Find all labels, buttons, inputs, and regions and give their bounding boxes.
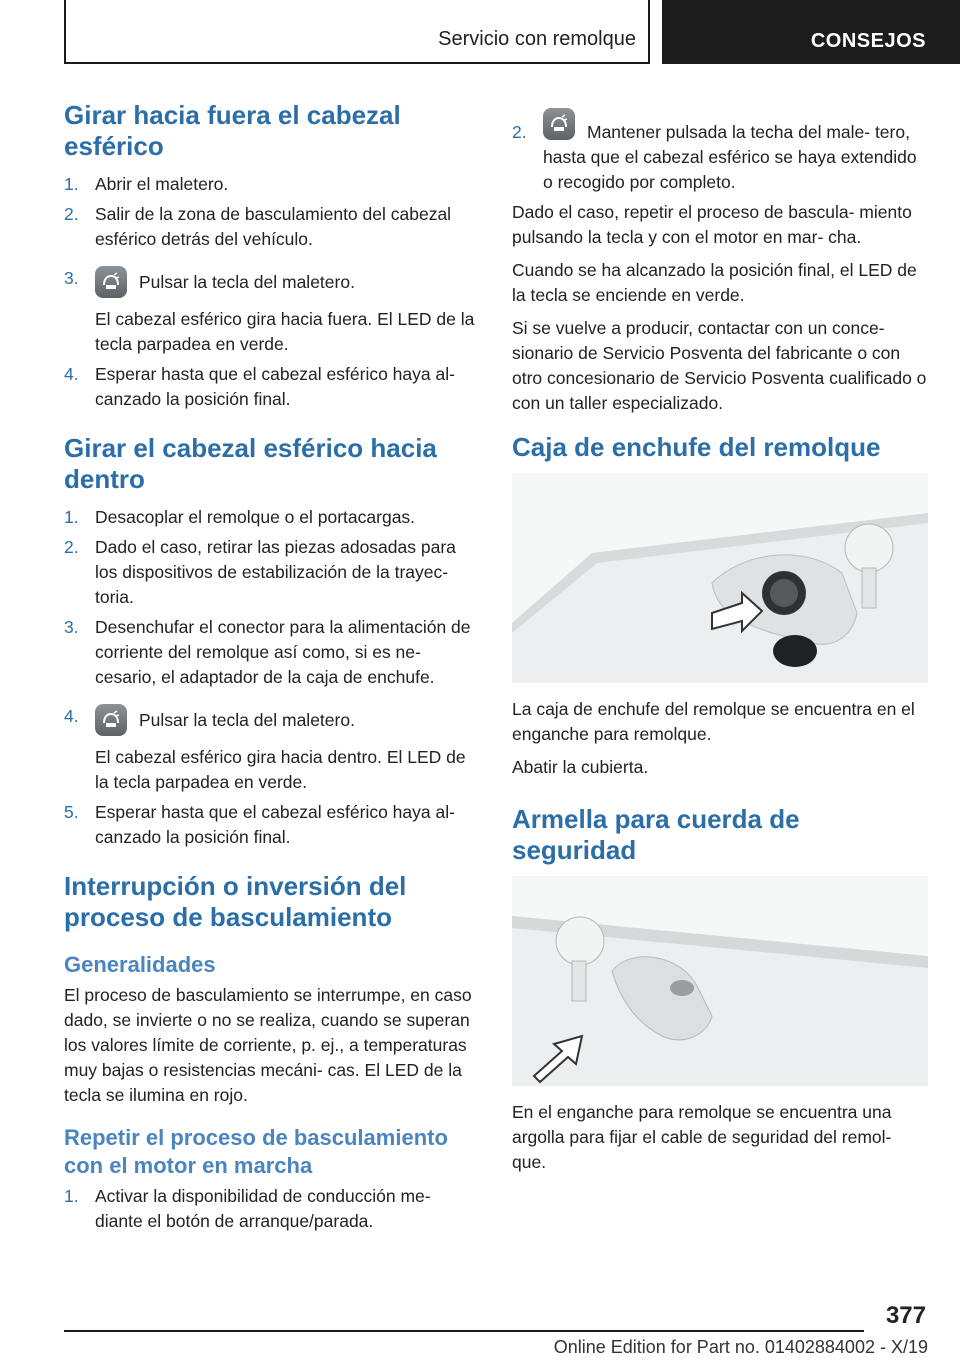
step-number: 3. bbox=[64, 268, 79, 288]
list-item bbox=[64, 704, 480, 795]
step-text: Pulsar la tecla del maletero. bbox=[139, 271, 355, 292]
page-number: 377 bbox=[885, 1302, 926, 1329]
header-chapter-tab[interactable] bbox=[662, 0, 960, 64]
left-column bbox=[64, 100, 480, 1239]
trunk-button-icon bbox=[95, 266, 127, 298]
header-chapter-label: CONSEJOS bbox=[810, 30, 926, 52]
list-item bbox=[64, 202, 480, 252]
list-item bbox=[64, 800, 480, 850]
paragraph-general: El proceso de basculamiento se interrumpe, en caso dado, se invierte o no se realiza, cuando se superan los valores límite de corriente, p. ej., a temperaturas muy bajas o resistencias mecáni- cas. El LED de la tecla se ilumina en rojo. bbox=[64, 985, 472, 1105]
step-number: 2. bbox=[64, 204, 79, 224]
header-rule-bottom bbox=[64, 62, 650, 64]
steps-swing-in bbox=[64, 505, 480, 850]
list-item bbox=[64, 1184, 480, 1234]
subheading-general: Generalidades bbox=[64, 952, 216, 977]
step-number: 1. bbox=[64, 1186, 79, 1206]
step-text: Desenchufar el conector para la alimentación de corriente del remolque así como, si es ne- cesario, el adaptador de la caja de enchufe. bbox=[95, 617, 471, 687]
paragraph-led-green: Cuando se ha alcanzado la posición final, el LED de la tecla se enciende en verde. bbox=[512, 260, 917, 305]
list-item bbox=[64, 266, 480, 357]
heading-swing-in: Girar el cabezal esférico hacia dentro bbox=[64, 433, 437, 494]
right-column bbox=[512, 120, 928, 1183]
header-rule-left bbox=[64, 0, 66, 64]
step-text: Abrir el maletero. bbox=[95, 174, 229, 194]
list-item bbox=[64, 505, 480, 530]
step-number: 3. bbox=[64, 617, 79, 637]
footer-edition: Online Edition for Part no. 01402884002 - X/19 bbox=[553, 1337, 928, 1357]
list-item bbox=[64, 172, 480, 197]
safety-eye-photo bbox=[512, 876, 928, 1086]
socket-photo bbox=[512, 473, 928, 683]
step-text: Salir de la zona de basculamiento del cabezal esférico detrás del vehículo. bbox=[95, 204, 452, 249]
heading-socket: Caja de enchufe del remolque bbox=[512, 432, 881, 462]
step-text: Dado el caso, retirar las piezas adosadas para los dispositivos de estabilización de la trayec- toria. bbox=[95, 537, 456, 607]
step-text: Pulsar la tecla del maletero. bbox=[139, 709, 355, 730]
step-text: Esperar hasta que el cabezal esférico haya al- canzado la posición final. bbox=[95, 364, 455, 409]
heading-safety-eye: Armella para cuerda de seguridad bbox=[512, 804, 800, 865]
step-text: Desacoplar el remolque o el portacargas. bbox=[95, 507, 416, 527]
paragraph-contact-service: Si se vuelve a producir, contactar con un conce- sionario de Servicio Posventa del fabricante o con otro concesionario de Servicio Posventa cualificado o con un taller especializado. bbox=[512, 318, 927, 413]
step-number: 1. bbox=[64, 174, 79, 194]
list-item bbox=[512, 120, 928, 195]
step-number: 2. bbox=[512, 122, 527, 142]
step-result: El cabezal esférico gira hacia fuera. El LED de la tecla parpadea en verde. bbox=[95, 309, 475, 354]
step-number: 4. bbox=[64, 706, 79, 726]
list-item bbox=[64, 362, 480, 412]
steps-repeat-continued bbox=[512, 120, 928, 195]
heading-swing-out: Girar hacia fuera el cabezal esférico bbox=[64, 100, 401, 161]
step-number: 1. bbox=[64, 507, 79, 527]
paragraph-socket-location: La caja de enchufe del remolque se encuentra en el enganche para remolque. bbox=[512, 699, 915, 744]
step-text: Mantener pulsada la techa del male- tero, hasta que el cabezal esférico se haya extendido o recogido por completo. bbox=[543, 122, 917, 192]
trunk-button-icon bbox=[95, 704, 127, 736]
subheading-repeat: Repetir el proceso de basculamiento con el motor en marcha bbox=[64, 1125, 448, 1178]
step-number: 5. bbox=[64, 802, 79, 822]
list-item bbox=[64, 615, 480, 690]
footer-rule bbox=[64, 1330, 864, 1332]
header-rule-divider bbox=[648, 0, 650, 64]
step-text: Esperar hasta que el cabezal esférico haya al- canzado la posición final. bbox=[95, 802, 455, 847]
steps-swing-out bbox=[64, 172, 480, 412]
list-item bbox=[64, 535, 480, 610]
step-number: 4. bbox=[64, 364, 79, 384]
paragraph-open-cover: Abatir la cubierta. bbox=[512, 757, 649, 777]
step-result: El cabezal esférico gira hacia dentro. El LED de la tecla parpadea en verde. bbox=[95, 747, 466, 792]
header-section-title: Servicio con remolque bbox=[438, 28, 636, 50]
paragraph-repeat: Dado el caso, repetir el proceso de bascula- miento pulsando la tecla y con el motor en mar- cha. bbox=[512, 202, 912, 247]
step-number: 2. bbox=[64, 537, 79, 557]
paragraph-safety-eye: En el enganche para remolque se encuentra una argolla para fijar el cable de seguridad del remol- que. bbox=[512, 1102, 892, 1172]
heading-interruption: Interrupción o inversión del proceso de basculamiento bbox=[64, 871, 407, 932]
step-text: Activar la disponibilidad de conducción me- diante el botón de arranque/parada. bbox=[95, 1186, 431, 1231]
steps-repeat bbox=[64, 1184, 480, 1234]
trunk-button-icon bbox=[543, 108, 575, 140]
